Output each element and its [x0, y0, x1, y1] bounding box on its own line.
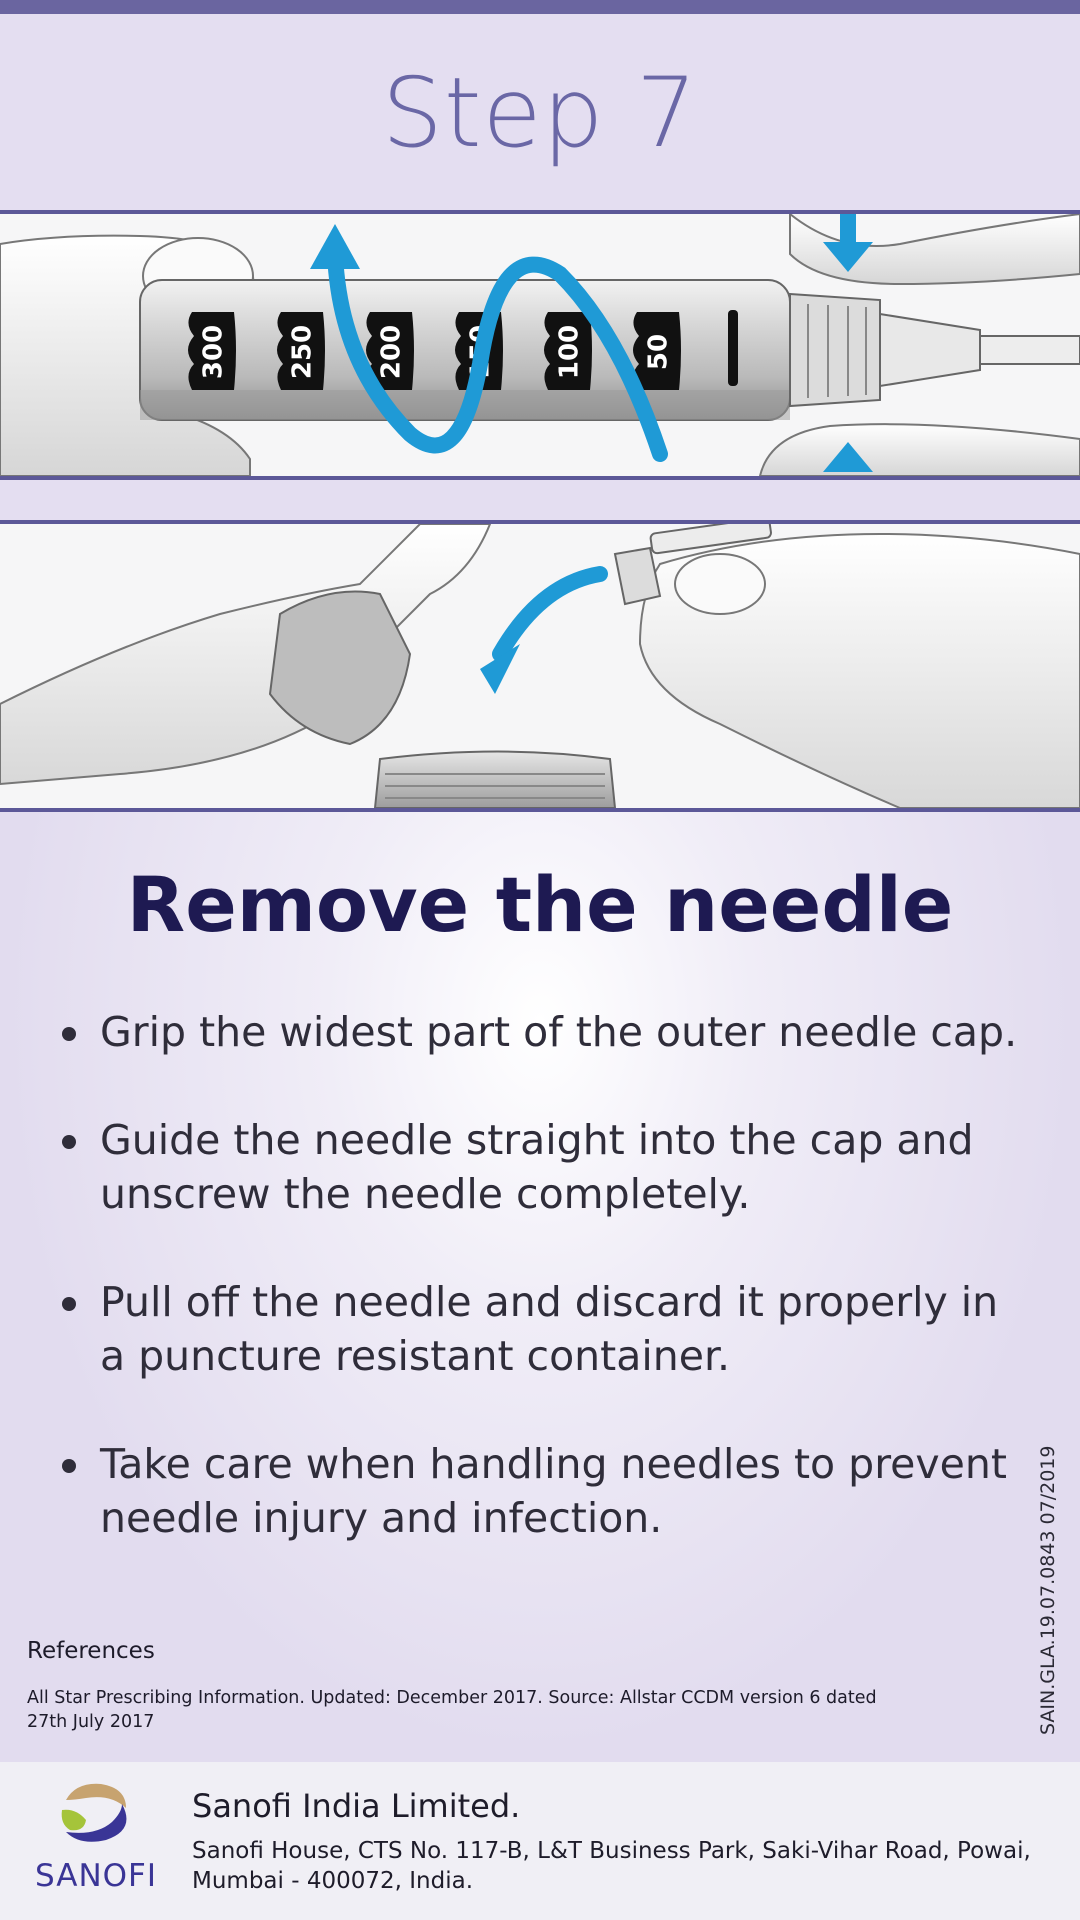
bullet-icon — [62, 1297, 76, 1311]
dose-label: 150 — [465, 324, 496, 380]
dose-label: 100 — [554, 324, 585, 380]
instruction-headline: Remove the needle — [126, 860, 954, 949]
bullet-icon — [62, 1459, 76, 1473]
instruction-item: Grip the widest part of the outer needle cap. — [52, 1005, 1032, 1059]
sanofi-logo-icon — [56, 1780, 136, 1846]
company-name: Sanofi India Limited. — [192, 1787, 521, 1825]
step-title: Step 7 — [381, 57, 699, 169]
instruction-item: Pull off the needle and discard it properly in a puncture resistant container. — [52, 1275, 1032, 1383]
dose-label: 50 — [643, 333, 674, 371]
bullet-icon — [62, 1027, 76, 1041]
references-text: All Star Prescribing Information. Updated: December 2017. Source: Allstar CCDM version 6 dated 27th July 2017 — [27, 1688, 877, 1732]
dose-label: 200 — [376, 324, 407, 380]
press-down-arrow-icon — [840, 214, 856, 244]
curved-arrow-icon — [500, 574, 600, 654]
sanofi-logo-text: SANOFI — [34, 1858, 158, 1894]
dose-label: 250 — [287, 324, 318, 380]
bullet-icon — [62, 1135, 76, 1149]
top-accent-bar — [0, 0, 1080, 14]
panel-gap — [0, 480, 1080, 520]
illustration-needle-removal — [0, 520, 1080, 812]
instruction-item: Take care when handling needles to prevent needle injury and infection. — [52, 1437, 1032, 1545]
instruction-list — [52, 1005, 1032, 1599]
instruction-item: Guide the needle straight into the cap and unscrew the needle completely. — [52, 1113, 1032, 1221]
references-title: References — [27, 1638, 155, 1664]
company-address: Sanofi House, CTS No. 117-B, L&T Business Park, Saki-Vihar Road, Powai, Mumbai - 400072, India. — [192, 1838, 1031, 1894]
dose-label: 300 — [198, 324, 229, 380]
illustration-pen-twist — [0, 210, 1080, 480]
